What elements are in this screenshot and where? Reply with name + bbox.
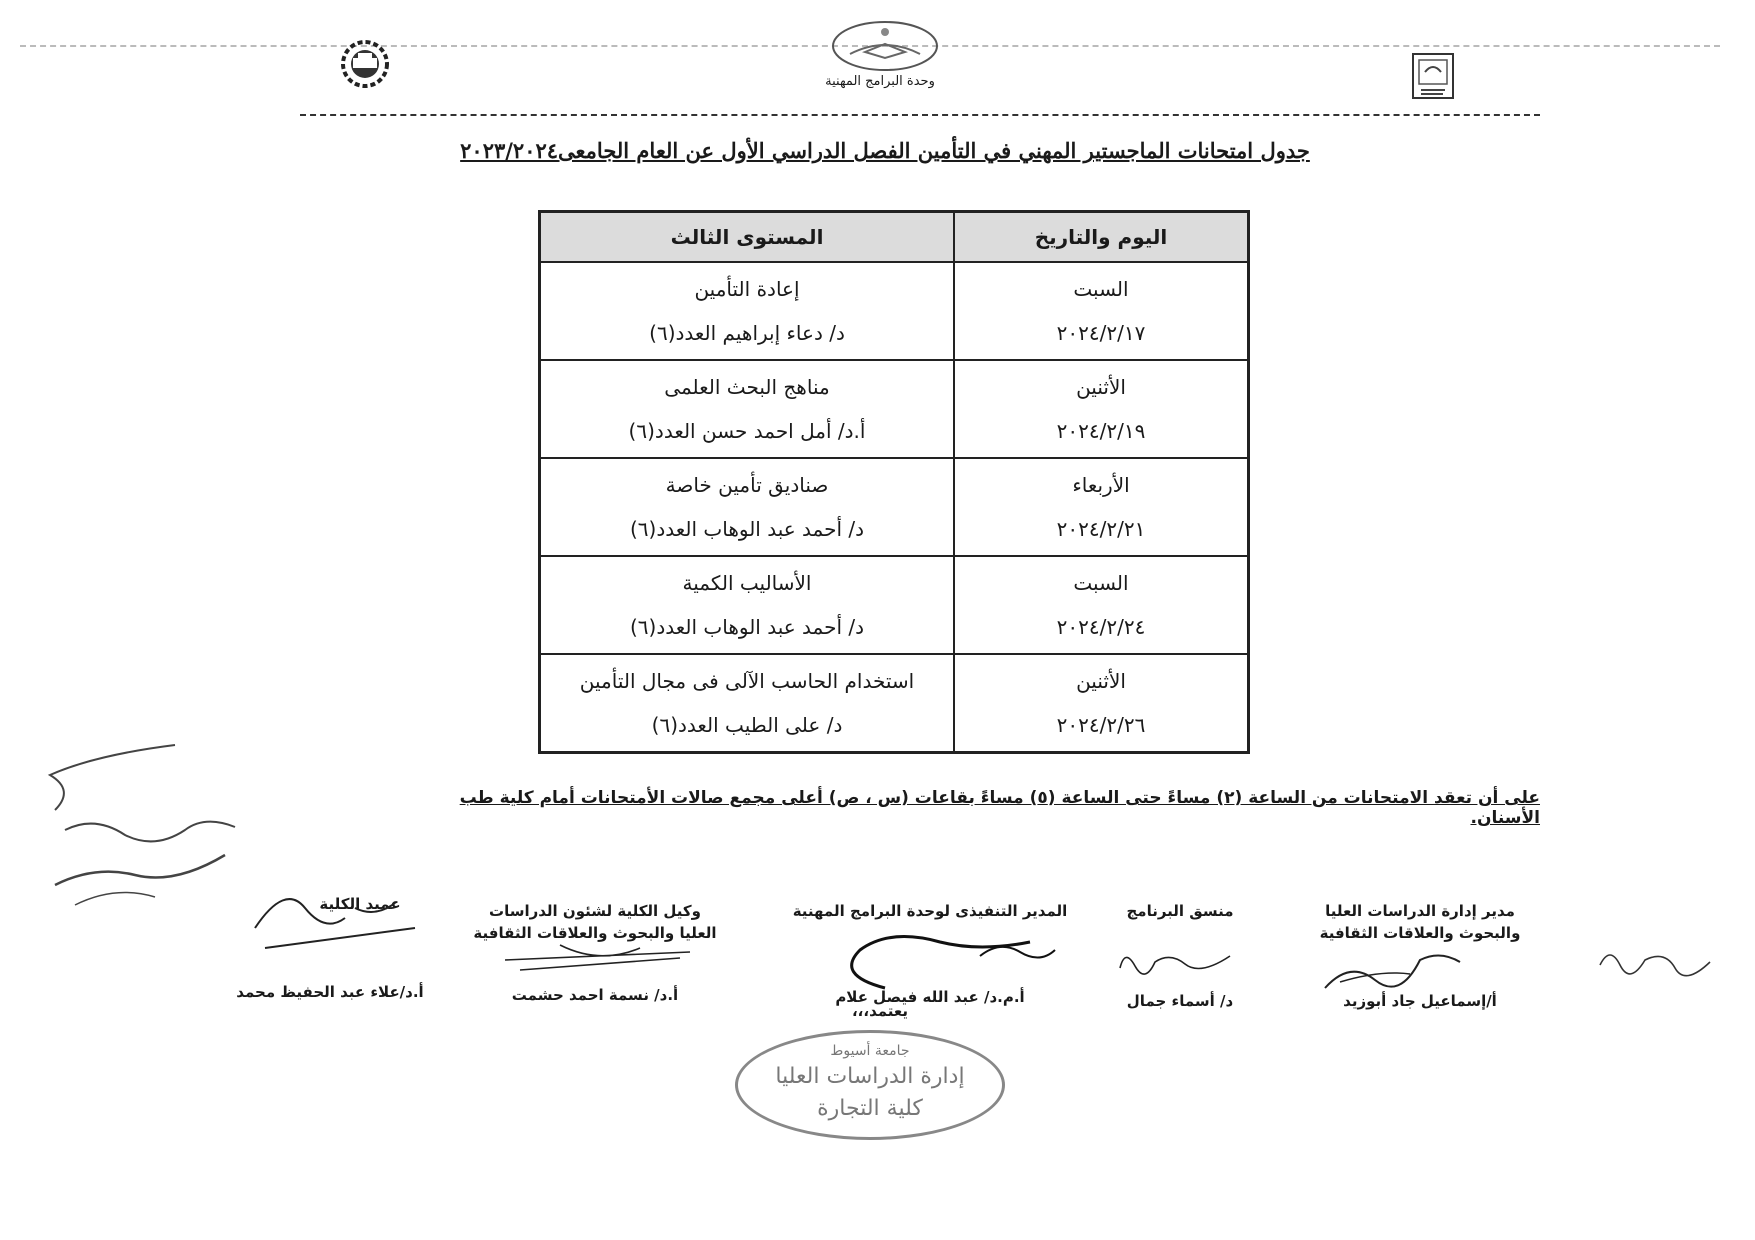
course-cell	[540, 458, 955, 556]
instructor-name: د/ أحمد عبد الوهاب العدد(٦)	[629, 517, 865, 541]
stamp-line: كلية التجارة	[817, 1096, 923, 1121]
course-name: صناديق تأمين خاصة	[665, 473, 829, 497]
table-row	[540, 262, 1249, 360]
course-name: الأساليب الكمية	[682, 571, 812, 595]
column-header-level: المستوى الثالث	[540, 212, 955, 263]
signatory-title: وكيل الكلية لشئون الدراسات العليا والبحوث والعلاقات الثقافية	[473, 902, 717, 942]
date-label: ٢٠٢٤/٢/٢١	[1056, 517, 1146, 541]
signatory-name: د/ أسماء جمال	[1126, 992, 1234, 1010]
official-stamp	[735, 1030, 1005, 1140]
date-label: ٢٠٢٤/٢/٢٦	[1056, 713, 1146, 737]
course-name: إعادة التأمين	[694, 277, 800, 301]
signatory-title: منسق البرنامج	[1126, 902, 1234, 920]
table-row	[540, 458, 1249, 556]
day-label: السبت	[1073, 277, 1129, 301]
signatory-name: أ.م.د/ عبد الله فيصل علام	[835, 988, 1025, 1006]
signature-mark	[830, 920, 1060, 992]
course-cell	[540, 654, 955, 753]
course-cell	[540, 360, 955, 458]
unit-caption: وحدة البرامج المهنية	[825, 74, 935, 89]
course-name: مناهج البحث العلمى	[664, 375, 830, 399]
signature-mark	[1115, 938, 1235, 978]
course-cell	[540, 556, 955, 654]
margin-signature-right	[1595, 940, 1715, 980]
instructor-name: د/ على الطيب العدد(٦)	[651, 713, 843, 737]
program-unit-logo-icon	[825, 18, 945, 78]
signature-mark	[1320, 940, 1470, 995]
signatory-title: مدير إدارة الدراسات العليا والبحوث والعلاقات الثقافية	[1319, 902, 1521, 942]
day-date-cell	[954, 458, 1249, 556]
exam-time-note: على أن تعقد الامتحانات من الساعة (٢) مساءً حتى الساعة (٥) مساءً بقاعات (س ، ص) أعلى مجمع صالات الأمتحانات أمام كلية طب الأسنان.	[459, 788, 1540, 828]
table-row	[540, 654, 1249, 753]
table-row	[540, 360, 1249, 458]
signature-mark	[245, 878, 425, 958]
instructor-name: د/ أحمد عبد الوهاب العدد(٦)	[629, 615, 865, 639]
instructor-name: د/ دعاء إبراهيم العدد(٦)	[649, 321, 845, 345]
header-divider	[300, 114, 1540, 116]
course-name: استخدام الحاسب الآلى فى مجال التأمين	[579, 669, 915, 693]
approval-label: يعتمد،،،	[851, 1002, 909, 1020]
date-label: ٢٠٢٤/٢/١٩	[1056, 419, 1146, 443]
university-logo-icon	[1405, 50, 1460, 102]
signatory-name: أ.د/علاء عبد الحفيظ محمد	[236, 983, 424, 1001]
date-label: ٢٠٢٤/٢/١٧	[1056, 321, 1146, 345]
day-date-cell	[954, 654, 1249, 753]
date-label: ٢٠٢٤/٢/٢٤	[1056, 615, 1146, 639]
exam-schedule-table	[538, 210, 1250, 754]
day-date-cell	[954, 360, 1249, 458]
table-header-row	[540, 212, 1249, 263]
day-label: الأثنين	[1076, 669, 1126, 693]
table-row	[540, 556, 1249, 654]
day-label: الأربعاء	[1072, 473, 1130, 497]
faculty-emblem-icon	[325, 40, 405, 88]
signatory-name: أ/إسماعيل جاد أبوزيد	[1343, 992, 1497, 1010]
signatory-title: عميد الكلية	[319, 895, 401, 913]
course-cell	[540, 262, 955, 360]
stamp-line: إدارة الدراسات العليا	[775, 1064, 965, 1089]
day-label: السبت	[1073, 571, 1129, 595]
instructor-name: أ.د/ أمل احمد حسن العدد(٦)	[628, 419, 866, 443]
day-date-cell	[954, 556, 1249, 654]
day-label: الأثنين	[1076, 375, 1126, 399]
margin-signature-left	[35, 735, 255, 915]
signature-mark	[500, 930, 700, 980]
document-title: جدول امتحانات الماجستير المهني في التأمين الفصل الدراسي الأول عن العام الجامعى٢٠٢٣/٢٠٢٤	[460, 138, 1310, 163]
stamp-line: جامعة أسيوط	[830, 1043, 910, 1059]
signatory-title: المدير التنفيذى لوحدة البرامج المهنية	[792, 902, 1068, 920]
signatory-name: أ.د/ نسمة احمد حشمت	[511, 986, 679, 1004]
day-date-cell	[954, 262, 1249, 360]
column-header-day-date: اليوم والتاريخ	[954, 212, 1249, 263]
